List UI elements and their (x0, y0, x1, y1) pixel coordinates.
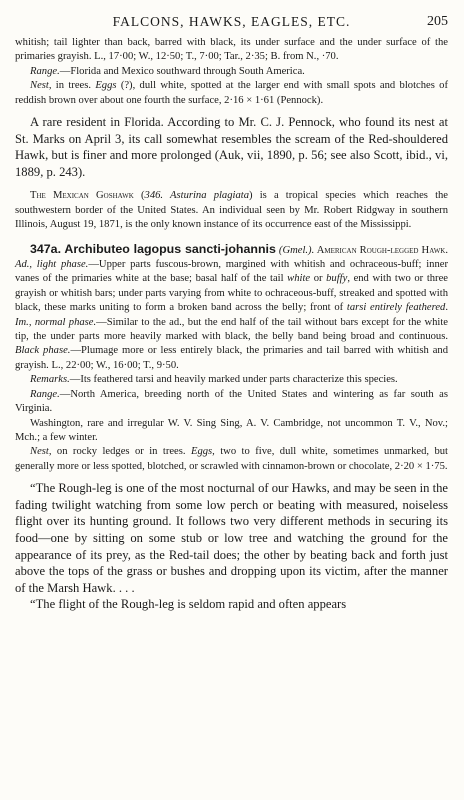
quote-paragraph-2: “The flight of the Rough-leg is seldom rapid and often appears (30, 597, 347, 612)
desc-part-4: —Similar to the ad., but the end half of the tail without bars except for the white tip, the under parts more heavily marked with black, the belly band being broad and continuous. (15, 316, 448, 343)
species-eggs-label: Eggs, (190, 446, 215, 458)
eggs-label: Eggs (95, 80, 117, 92)
species-common-name: American Rough-legged Hawk. (314, 244, 448, 256)
goshawk-text: is a tropical species which reaches the southwestern border of the United States. An individual seen by Mr. Robert Ridgway in southern Illinois, August 19, 1871, is the only known instance of its occurrence east of the Mississippi. (15, 190, 449, 231)
goshawk-ref-close: ) (249, 190, 253, 202)
description-continuation: whitish; tail lighter than back, barred with black, its under surface and the under surface of the primaries grayish. L., 17·00; W., 12·50; T., 7·00; Tar., 2·35; B. from N., ·70. (15, 37, 448, 63)
black-phase-label: Black phase. (15, 345, 71, 357)
range-text: —Florida and Mexico southward through South America. (59, 65, 305, 77)
goshawk-ref: 346. Asturina plagiata (144, 190, 250, 202)
species-account (15, 242, 448, 374)
species-range-paragraph (15, 388, 448, 417)
species-nest-text-a: on rocky ledges or in trees. (51, 446, 191, 458)
immature-label: Im., normal phase. (15, 316, 97, 328)
desc-buffy: buffy (326, 273, 348, 285)
range-label: Range. (30, 65, 60, 77)
species-nest-text-b: two to five, dull white, sometimes unmarked, but generally more or less spotted, blotched, or scrawled with cinnamon-brown or chocolate, 2·20 × 1·75. (15, 446, 448, 472)
desc-tarsi: tarsi entirely feathered (346, 302, 446, 314)
nest-paragraph (15, 79, 448, 108)
species-nest-label: Nest, (30, 446, 52, 458)
desc-white: white (287, 273, 311, 285)
species-heading: 347a. Archibuteo lagopus sancti-johannis (30, 241, 276, 256)
goshawk-ref-open: ( (133, 190, 145, 202)
running-title: FALCONS, HAWKS, EAGLES, ETC. (112, 14, 351, 29)
adult-label: Ad., light phase. (15, 259, 89, 271)
florida-note: A rare resident in Florida. According to Mr. C. J. Pennock, who found its nest at St. Marks on April 3, its call somewhat resembles the scream of the Red-shouldered Hawk, but is finer and more prolonged (Auk, vii, 1890, p. 56; see also Scott, ibid., vi, 1889, p. 243). (15, 115, 448, 179)
remarks-text: —Its feathered tarsi and heavily marked under parts characterize this species. (69, 374, 398, 386)
species-range-label: Range. (30, 388, 60, 400)
quote-paragraph-1: “The Rough-leg is one of the most nocturnal of our Hawks, and may be seen in the fading twilight watching from some low perch or beating with measured, noiseless flight over its hunting ground. It follows two very different methods in securing its food—one by sitting on some stub or low tree and watching the ground for the appearance of its prey, as the Red-tail does; the other by beating back and forth just above the tops of the grass or bushes and dropping upon its victim, after the manner of the Marsh Hawk. . . . (15, 481, 448, 595)
page-number: 205 (427, 14, 448, 29)
species-range-text: —North America, breeding north of the United States and wintering as far south as Virginia. (15, 388, 448, 415)
nest-label: Nest, (30, 80, 52, 92)
mexican-goshawk-paragraph (15, 189, 448, 232)
running-head (15, 14, 448, 36)
remarks-paragraph (15, 373, 448, 387)
range-paragraph (15, 65, 448, 79)
desc-part-2: , end with two or three grayish or whitish bars; under parts varying from white to ochraceous-buff, streaked and spotted with black, these marks uniting to form a broken band across the belly; front of (15, 273, 448, 314)
goshawk-name: The Mexican Goshawk (30, 190, 134, 202)
species-authority: (Gmel.). (275, 244, 315, 256)
local-records-paragraph: Washington, rare and irregular W. V. Sing Sing, A. V. Cambridge, not uncommon T. V., Nov.; Mch.; a few winter. (15, 417, 448, 443)
desc-part-3: . (445, 302, 448, 314)
species-nest-paragraph (15, 445, 448, 474)
remarks-label: Remarks. (30, 374, 70, 386)
desc-or: or (310, 273, 327, 285)
nest-text-a: in trees. (51, 80, 96, 92)
nest-text-b: (?), dull white, spotted at the larger end with small spots and blotches of reddish brown over about one fourth the surface, 2·16 × 1·61 (Pennock). (15, 80, 448, 106)
desc-part-5: —Plumage more or less entirely black, the primaries and tail barred with whitish and grayish. L., 22·00; W., 16·00; T., 9·50. (15, 345, 448, 371)
desc-part-1: —Upper parts fuscous-brown, margined with whitish and ochraceous-buff; inner vanes of the primaries white at the base; basal half of the tail (15, 259, 448, 285)
